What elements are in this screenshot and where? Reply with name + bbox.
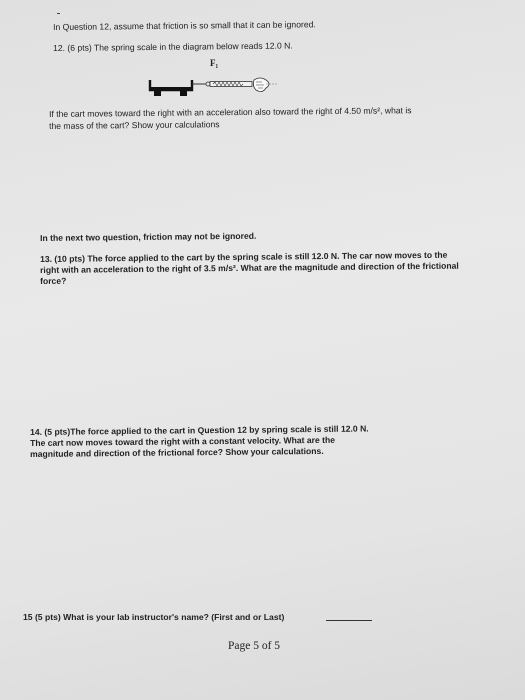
force-label: F₁ — [210, 58, 219, 68]
spring-scale-icon — [192, 76, 280, 96]
friction-ignored-note: In Question 12, assume that friction is so small that it can be ignored. — [53, 19, 316, 32]
friction-not-ignored-note: In the next two question, friction may not be ignored. — [40, 230, 257, 243]
question-14-line-2: The cart now moves toward the right with a constant velocity. What are the — [30, 434, 336, 448]
page-mark — [57, 13, 60, 14]
question-13-line-2: right with an acceleration to the right of 3.5 m/s². What are the magnitude and direction of the frictional — [40, 260, 459, 275]
cart-spring-scale-diagram — [148, 58, 288, 102]
answer-blank-line[interactable] — [326, 620, 372, 621]
question-13-line-1: 13. (10 pts) The force applied to the cart by the spring scale is still 12.0 N. The car now moves to the — [40, 249, 448, 264]
question-13-line-3: force? — [40, 275, 67, 286]
question-12-body-line-1: If the cart moves toward the right with an acceleration also toward the right of 4.50 m/s², what is — [49, 105, 412, 119]
question-14-line-1: 14. (5 pts)The force applied to the cart in Question 12 by spring scale is still 12.0 N. — [30, 423, 369, 437]
question-15: 15 (5 pts) What is your lab instructor's name? (First and or Last) — [23, 612, 285, 622]
cart-icon — [148, 76, 194, 98]
question-12-header: 12. (6 pts) The spring scale in the diagram below reads 12.0 N. — [53, 40, 293, 53]
page-number: Page 5 of 5 — [228, 640, 281, 652]
question-14-line-3: magnitude and direction of the frictional force? Show your calculations. — [30, 445, 324, 459]
question-12-body-line-2: the mass of the cart? Show your calculations — [49, 119, 220, 131]
